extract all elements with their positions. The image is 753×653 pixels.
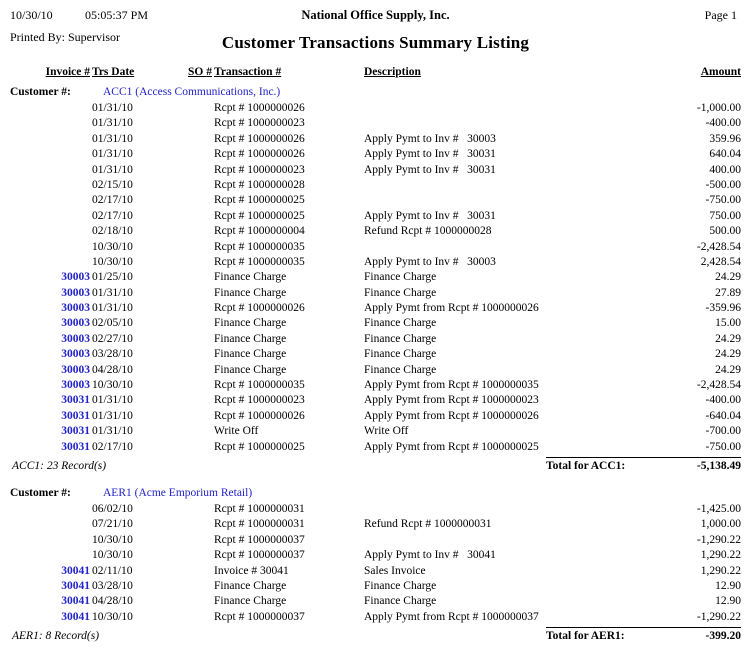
table-row <box>10 194 741 209</box>
cell-trs-date: 03/28/10 <box>92 348 133 361</box>
customer-group <box>10 86 741 477</box>
cell-transaction: Finance Charge <box>214 348 287 361</box>
cell-amount: 12.90 <box>715 579 741 592</box>
table-row <box>10 302 741 317</box>
cell-trs-date: 01/31/10 <box>92 117 133 130</box>
column-header-row <box>10 66 741 84</box>
cell-trs-date: 02/17/10 <box>92 194 133 207</box>
printed-by: Printed By: Supervisor <box>10 30 120 44</box>
cell-amount: 24.29 <box>715 363 741 376</box>
group-rows <box>10 503 741 626</box>
cell-amount: 359.96 <box>709 132 741 145</box>
cell-transaction: Finance Charge <box>214 579 287 592</box>
customer-name[interactable]: AER1 (Acme Emporium Retail) <box>103 486 253 499</box>
table-row <box>10 394 741 409</box>
cell-amount: 2,428.54 <box>700 255 741 268</box>
cell-amount: 24.29 <box>715 348 741 361</box>
cell-trs-date: 10/30/10 <box>92 255 133 268</box>
cell-trs-date: 06/02/10 <box>92 502 133 515</box>
cell-invoice[interactable]: 30041 <box>61 595 90 608</box>
cell-amount: -1,000.00 <box>696 102 741 114</box>
page-number: Page 1 <box>704 8 737 22</box>
total-label: Total for AER1: <box>546 630 625 643</box>
cell-amount: -1,290.22 <box>696 533 741 546</box>
cell-description: Apply Pymt to Inv # 30031 <box>364 148 496 161</box>
cell-trs-date: 10/30/10 <box>92 240 133 253</box>
cell-amount: 24.29 <box>715 271 741 284</box>
print-date: 10/30/10 <box>10 8 53 22</box>
cell-amount: 1,290.22 <box>700 564 741 577</box>
customer-header-row <box>10 86 741 102</box>
cell-description: Apply Pymt from Rcpt # 1000000023 <box>364 394 539 407</box>
group-total-row <box>10 627 741 647</box>
cell-amount: -400.00 <box>705 117 741 130</box>
cell-amount: 1,290.22 <box>700 549 741 562</box>
cell-transaction: Finance Charge <box>214 332 287 345</box>
total-amount: -5,138.49 <box>696 459 741 472</box>
cell-trs-date: 04/28/10 <box>92 363 133 376</box>
cell-description: Apply Pymt to Inv # 30031 <box>364 209 496 222</box>
cell-transaction: Rcpt # 1000000035 <box>214 240 305 253</box>
cell-amount: -700.00 <box>705 425 741 438</box>
cell-description: Finance Charge <box>364 363 437 376</box>
col-header-amount: Amount <box>700 66 741 78</box>
report-title: Customer Transactions Summary Listing <box>221 33 530 52</box>
cell-invoice[interactable]: 30041 <box>61 564 90 577</box>
report-header-line1 <box>10 6 741 26</box>
cell-invoice[interactable]: 30003 <box>61 348 90 361</box>
cell-invoice[interactable]: 30003 <box>61 302 90 315</box>
cell-amount: 750.00 <box>709 209 741 222</box>
col-header-trs-date: Trs Date <box>92 66 135 78</box>
cell-amount: 12.90 <box>715 595 741 608</box>
cell-amount: -750.00 <box>705 440 741 453</box>
table-row <box>10 534 741 549</box>
table-row <box>10 364 741 379</box>
cell-trs-date: 01/31/10 <box>92 132 133 145</box>
table-row <box>10 148 741 163</box>
record-count: ACC1: 23 Record(s) <box>12 459 107 472</box>
cell-transaction: Finance Charge <box>214 363 287 376</box>
table-row <box>10 503 741 518</box>
col-header-so: SO # <box>188 66 212 78</box>
cell-trs-date: 02/27/10 <box>92 332 133 345</box>
table-row <box>10 241 741 256</box>
cell-transaction: Finance Charge <box>214 286 287 299</box>
cell-invoice[interactable]: 30003 <box>61 363 90 376</box>
cell-trs-date: 01/25/10 <box>92 271 133 284</box>
table-row <box>10 565 741 580</box>
cell-trs-date: 01/31/10 <box>92 409 133 422</box>
table-row <box>10 133 741 148</box>
cell-amount: -500.00 <box>705 178 741 191</box>
table-row <box>10 287 741 302</box>
cell-trs-date: 02/11/10 <box>92 564 133 577</box>
cell-transaction: Write Off <box>214 425 259 438</box>
cell-trs-date: 10/30/10 <box>92 549 133 562</box>
cell-description: Finance Charge <box>364 348 437 361</box>
cell-amount: -750.00 <box>705 194 741 207</box>
table-row <box>10 179 741 194</box>
cell-amount: 15.00 <box>715 317 741 330</box>
cell-trs-date: 02/18/10 <box>92 225 133 238</box>
cell-amount: -1,425.00 <box>696 502 741 515</box>
group-total-box <box>546 457 741 472</box>
cell-transaction: Finance Charge <box>214 271 287 284</box>
cell-transaction: Rcpt # 1000000026 <box>214 409 305 422</box>
cell-trs-date: 07/21/10 <box>92 518 133 531</box>
cell-trs-date: 02/15/10 <box>92 178 133 191</box>
cell-transaction: Rcpt # 1000000031 <box>214 502 305 515</box>
cell-description: Apply Pymt from Rcpt # 1000000037 <box>364 610 539 623</box>
cell-trs-date: 10/30/10 <box>92 610 133 623</box>
cell-trs-date: 01/31/10 <box>92 302 133 315</box>
cell-trs-date: 04/28/10 <box>92 595 133 608</box>
cell-description: Apply Pymt from Rcpt # 1000000035 <box>364 379 539 392</box>
customer-label: Customer #: <box>10 486 71 499</box>
cell-amount: -359.96 <box>705 302 741 315</box>
table-row <box>10 333 741 348</box>
cell-trs-date: 01/31/10 <box>92 394 133 407</box>
cell-transaction: Finance Charge <box>214 317 287 330</box>
cell-amount: 1,000.00 <box>700 518 741 531</box>
cell-transaction: Rcpt # 1000000026 <box>214 302 305 315</box>
total-amount: -399.20 <box>705 630 741 643</box>
table-row <box>10 117 741 132</box>
company-name: National Office Supply, Inc. <box>301 8 450 22</box>
table-row <box>10 611 741 626</box>
table-row <box>10 410 741 425</box>
cell-description: Apply Pymt to Inv # 30031 <box>364 163 496 176</box>
cell-description: Sales Invoice <box>364 564 426 577</box>
cell-description: Apply Pymt from Rcpt # 1000000026 <box>364 409 539 422</box>
group-total-row <box>10 457 741 477</box>
cell-amount: 640.04 <box>709 148 741 161</box>
cell-description: Finance Charge <box>364 579 437 592</box>
cell-description: Write Off <box>364 425 409 438</box>
table-row <box>10 348 741 363</box>
col-header-description: Description <box>364 66 421 78</box>
table-row <box>10 210 741 225</box>
cell-transaction: Rcpt # 1000000031 <box>214 518 305 531</box>
cell-description: Apply Pymt from Rcpt # 1000000026 <box>364 302 539 315</box>
col-header-invoice: Invoice # <box>45 66 90 78</box>
cell-transaction: Rcpt # 1000000023 <box>214 163 305 176</box>
table-row <box>10 518 741 533</box>
cell-trs-date: 01/31/10 <box>92 425 133 438</box>
customer-label: Customer #: <box>10 86 71 98</box>
cell-transaction: Rcpt # 1000000025 <box>214 440 305 453</box>
cell-amount: -1,290.22 <box>696 610 741 623</box>
report-header-line2 <box>10 26 741 60</box>
cell-amount: 500.00 <box>709 225 741 238</box>
customer-header-row <box>10 487 741 503</box>
group-rows <box>10 102 741 456</box>
cell-amount: 24.29 <box>715 332 741 345</box>
record-count: AER1: 8 Record(s) <box>12 630 100 643</box>
cell-description: Apply Pymt from Rcpt # 1000000025 <box>364 440 539 453</box>
cell-transaction: Rcpt # 1000000023 <box>214 117 305 130</box>
cell-description: Apply Pymt to Inv # 30003 <box>364 255 496 268</box>
cell-amount: -2,428.54 <box>696 240 741 253</box>
table-row <box>10 256 741 271</box>
cell-invoice[interactable]: 30041 <box>61 610 90 623</box>
table-row <box>10 425 741 440</box>
cell-trs-date: 02/17/10 <box>92 209 133 222</box>
cell-invoice[interactable]: 30041 <box>61 579 90 592</box>
cell-amount: 400.00 <box>709 163 741 176</box>
table-row <box>10 580 741 595</box>
cell-invoice[interactable]: 30031 <box>61 425 90 438</box>
cell-trs-date: 10/30/10 <box>92 533 133 546</box>
cell-invoice[interactable]: 30003 <box>61 332 90 345</box>
cell-invoice[interactable]: 30031 <box>61 394 90 407</box>
cell-description: Apply Pymt to Inv # 30003 <box>364 132 496 145</box>
table-row <box>10 271 741 286</box>
cell-invoice[interactable]: 30031 <box>61 409 90 422</box>
cell-description: Finance Charge <box>364 595 437 608</box>
cell-transaction: Finance Charge <box>214 595 287 608</box>
total-label: Total for ACC1: <box>546 459 626 472</box>
table-row <box>10 317 741 332</box>
cell-transaction: Rcpt # 1000000035 <box>214 379 305 392</box>
table-row <box>10 164 741 179</box>
cell-trs-date: 01/31/10 <box>92 148 133 161</box>
cell-transaction: Rcpt # 1000000026 <box>214 148 305 161</box>
cell-trs-date: 02/17/10 <box>92 440 133 453</box>
cell-trs-date: 03/28/10 <box>92 579 133 592</box>
table-row <box>10 102 741 117</box>
cell-invoice[interactable]: 30003 <box>61 317 90 330</box>
cell-transaction: Rcpt # 1000000026 <box>214 132 305 145</box>
table-row <box>10 595 741 610</box>
cell-transaction: Rcpt # 1000000037 <box>214 549 305 562</box>
cell-invoice[interactable]: 30003 <box>61 271 90 284</box>
cell-description: Refund Rcpt # 1000000031 <box>364 518 492 531</box>
cell-transaction: Rcpt # 1000000028 <box>214 178 305 191</box>
group-total-box <box>546 627 741 642</box>
cell-amount: 27.89 <box>715 286 741 299</box>
cell-trs-date: 10/30/10 <box>92 379 133 392</box>
print-time: 05:05:37 PM <box>85 8 149 22</box>
cell-invoice[interactable]: 30003 <box>61 286 90 299</box>
cell-amount: -640.04 <box>705 409 741 422</box>
col-header-transaction: Transaction # <box>214 66 282 78</box>
cell-transaction: Rcpt # 1000000025 <box>214 194 305 207</box>
table-row <box>10 441 741 456</box>
cell-transaction: Rcpt # 1000000026 <box>214 102 305 114</box>
cell-description: Finance Charge <box>364 271 437 284</box>
cell-invoice[interactable]: 30031 <box>61 440 90 453</box>
cell-transaction: Invoice # 30041 <box>214 564 289 577</box>
customer-group <box>10 487 741 647</box>
cell-invoice[interactable]: 30003 <box>61 379 90 392</box>
cell-transaction: Rcpt # 1000000037 <box>214 610 305 623</box>
cell-transaction: Rcpt # 1000000037 <box>214 533 305 546</box>
cell-amount: -400.00 <box>705 394 741 407</box>
cell-trs-date: 01/31/10 <box>92 163 133 176</box>
cell-description: Finance Charge <box>364 317 437 330</box>
cell-trs-date: 01/31/10 <box>92 102 133 114</box>
cell-transaction: Rcpt # 1000000025 <box>214 209 305 222</box>
cell-description: Apply Pymt to Inv # 30041 <box>364 549 496 562</box>
cell-description: Finance Charge <box>364 332 437 345</box>
report-body <box>10 86 741 647</box>
cell-description: Refund Rcpt # 1000000028 <box>364 225 492 238</box>
table-row <box>10 379 741 394</box>
cell-trs-date: 02/05/10 <box>92 317 133 330</box>
cell-description: Finance Charge <box>364 286 437 299</box>
cell-transaction: Rcpt # 1000000023 <box>214 394 305 407</box>
cell-transaction: Rcpt # 1000000035 <box>214 255 305 268</box>
cell-amount: -2,428.54 <box>696 379 741 392</box>
cell-trs-date: 01/31/10 <box>92 286 133 299</box>
customer-name[interactable]: ACC1 (Access Communications, Inc.) <box>103 86 281 98</box>
cell-transaction: Rcpt # 1000000004 <box>214 225 305 238</box>
table-row <box>10 549 741 564</box>
table-row <box>10 225 741 240</box>
